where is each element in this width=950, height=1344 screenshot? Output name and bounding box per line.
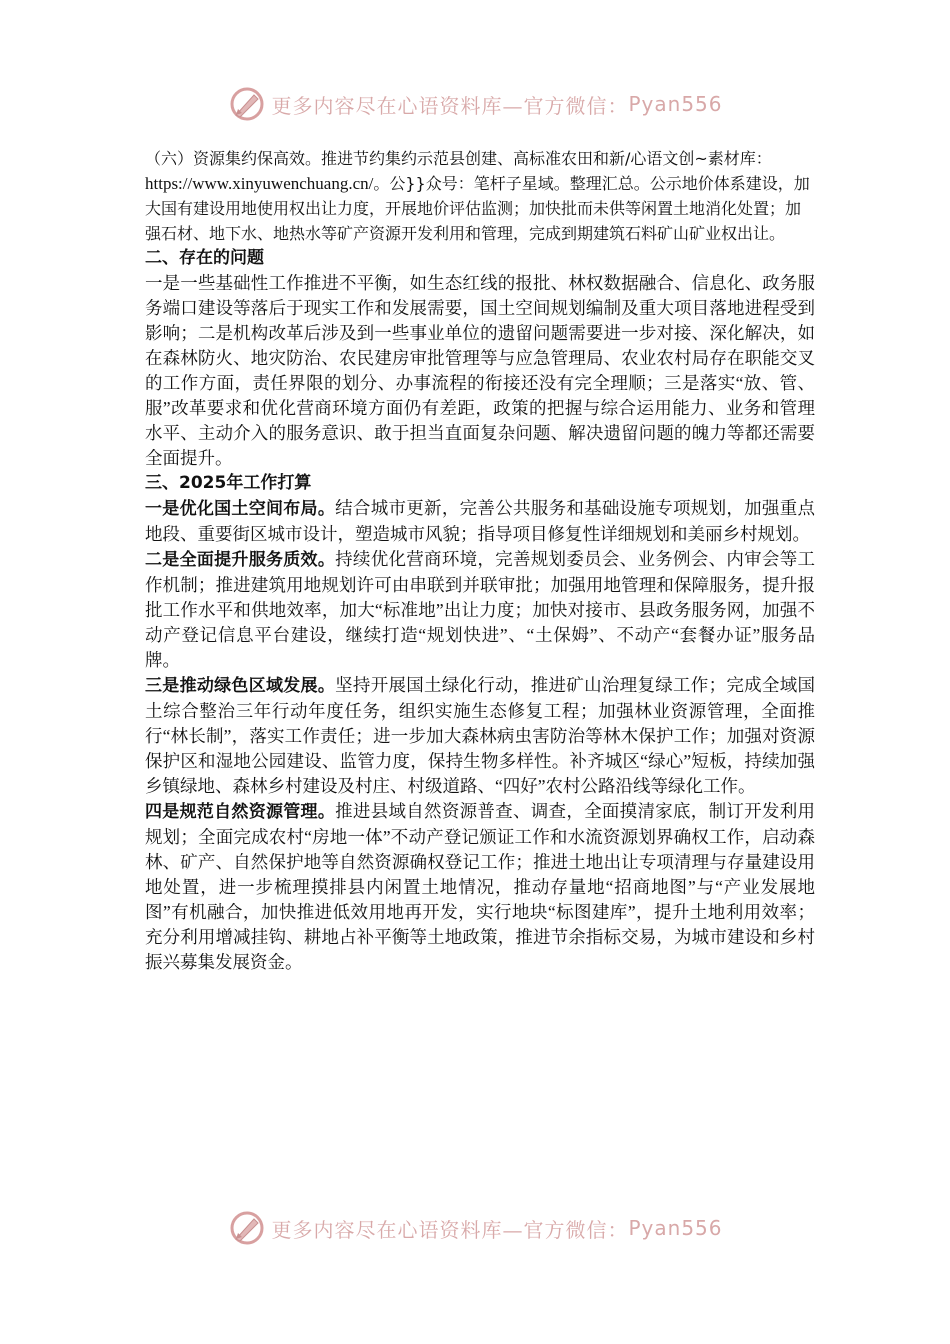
section-six-part1: （六）资源集约保高效。推进节约集约示范县创建、高标准农田和新/心语文创~素材库：	[145, 149, 772, 168]
plan-item-3	[145, 673, 815, 799]
plan-item-1-text: 结合城市更新，完善公共服务和基础设施专项规划，加强重点地段、重要街区城市设计，塑造城市风貌；指导项目修复性详细规划和美丽乡村规划。	[145, 498, 816, 544]
document-body	[145, 146, 815, 975]
section-six-url: https://www.xinyuwenchuang.cn/	[145, 174, 374, 193]
plan-item-2	[145, 547, 815, 673]
footer-site-text: 更多内容尽在心语资料库—官方微信：	[271, 1217, 629, 1242]
plan-item-1	[145, 496, 815, 547]
problems-heading: 二、存在的问题	[145, 248, 264, 268]
plan-item-3-text: 坚持开展国土绿化行动，推进矿山治理复绿工作；完成全域国土综合整治三年行动年度任务，组织实施生态修复工程；加强林业资源管理，全面推行“林长制”，落实工作责任；进一步加大森林病虫害防治等林木保护工作；加强对资源保护区和湿地公园建设、监管力度，保持生物多样性。补齐城区“绿心”短板，持续加强乡镇绿地、森林乡村建设及村庄、村级道路、“四好”农村公路沿线等绿化工作。	[145, 675, 816, 796]
header-wechat-id: Pyan556	[628, 92, 723, 116]
plan-item-4-lead: 四是规范自然资源管理。	[145, 802, 336, 822]
section-six-part2: 。公}}众号：笔杆子星域。整理汇总。公示地价体系建设，加大国有建设用地使用权出让力度，开展地价评估监测；加快批而未供等闲置土地消化处置；加强石材、地下水、地热水等矿产资源开发利用和管理，完成到期建筑石料矿山矿业权出让。	[145, 174, 810, 243]
plan-item-1-lead: 一是优化国土空间布局。	[145, 499, 336, 519]
header-site-text: 更多内容尽在心语资料库—官方微信：	[271, 93, 629, 118]
footer-wechat-id: Pyan556	[628, 1216, 723, 1240]
pen-logo-icon	[227, 84, 267, 124]
footer-watermark	[0, 1206, 950, 1250]
section-six-paragraph	[145, 146, 815, 246]
problems-paragraph: 一是一些基础性工作推进不平衡，如生态红线的报批、林权数据融合、信息化、政务服务端口建设等落后于现实工作和发展需要，国土空间规划编制及重大项目落地进程受到影响；二是机构改革后涉及到一些事业单位的遗留问题需要进一步对接、深化解决，如在森林防火、地灾防治、农民建房审批管理等与应急管理局、农业农村局存在职能交叉的工作方面，责任界限的划分、办事流程的衔接还没有完全理顺；三是落实“放、管、服”改革要求和优化营商环境方面仍有差距，政策的把握与综合运用能力、业务和管理水平、主动介入的服务意识、敢于担当直面复杂问题、解决遗留问题的魄力等都还需要全面提升。	[145, 273, 815, 468]
header-watermark	[0, 82, 950, 126]
plan-item-2-text: 持续优化营商环境，完善规划委员会、业务例会、内审会等工作机制；推进建筑用地规划许可由串联到并联审批；加强用地管理和保障服务，提升报批工作水平和供地效率，加大“标准地”出让力度；加快对接市、县政务服务网，加强不动产登记信息平台建设，继续打造“规划快进”、“土保姆”、不动产“套餐办证”服务品牌。	[145, 549, 816, 670]
plan-item-2-lead: 二是全面提升服务质效。	[145, 550, 336, 570]
plan-item-4-text: 推进县域自然资源普查、调查，全面摸清家底，制订开发利用规划；全面完成农村“房地一体”不动产登记颁证工作和水流资源划界确权工作，启动森林、矿产、自然保护地等自然资源确权登记工作；推进土地出让专项清理与存量建设用地处置，进一步梳理摸排县内闲置土地情况，推动存量地“招商地图”与“产业发展地图”有机融合，加快推进低效用地再开发，实行地块“标图建库”，提升土地利用效率；充分利用增减挂钩、耕地占补平衡等土地政策，推进节余指标交易，为城市建设和乡村振兴募集发展资金。	[145, 801, 816, 972]
plan-item-4	[145, 799, 815, 975]
plan-heading: 三、2025年工作打算	[145, 473, 312, 493]
pen-logo-icon	[227, 1208, 267, 1248]
plan-item-3-lead: 三是推动绿色区域发展。	[145, 676, 336, 696]
